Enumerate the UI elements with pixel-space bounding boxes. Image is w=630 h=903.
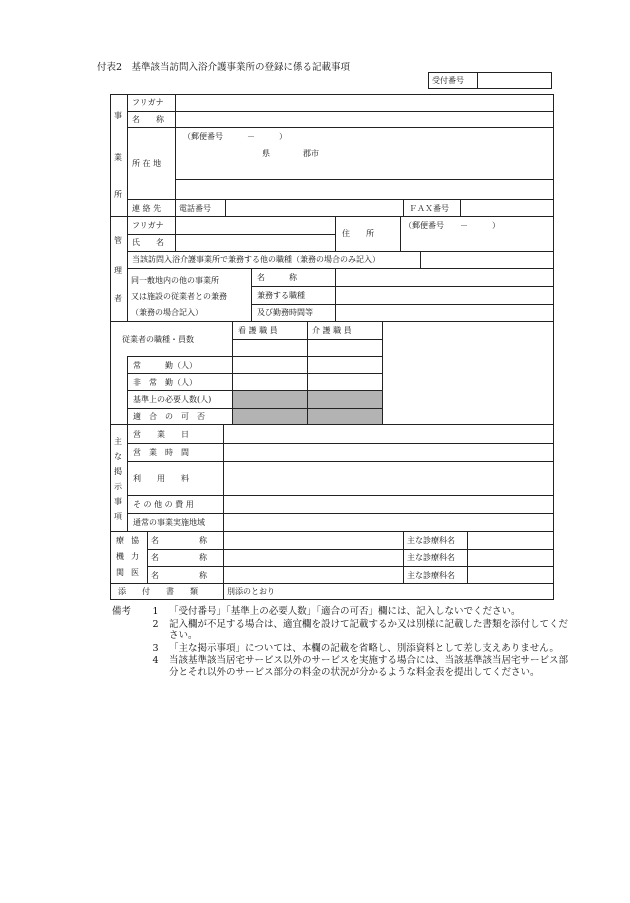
business-days-field[interactable] [225, 425, 553, 442]
cooperation-label-char: 機 [116, 552, 124, 561]
suitability-nurse-shaded [233, 409, 307, 425]
office-phone-field[interactable] [227, 200, 402, 216]
manager-other-hours-label: 及び勤務時間等 [257, 308, 313, 317]
office-section-char: 所 [114, 190, 122, 199]
manager-address-field[interactable] [402, 233, 553, 250]
cooperation-name-field-1[interactable] [225, 532, 402, 548]
postings-section-char: 示 [114, 482, 122, 491]
manager-section-char: 理 [114, 266, 122, 275]
other-costs-label: そ の 他 の 費 用 [133, 500, 194, 509]
manager-other-position-field[interactable] [337, 287, 553, 321]
service-area-label: 通常の事業実施地域 [133, 518, 205, 527]
reception-number-field[interactable] [479, 73, 551, 88]
form-title: 付表2 基準該当訪問入浴介護事業所の登録に係る記載事項 [97, 62, 351, 73]
other-costs-field[interactable] [225, 496, 553, 512]
cooperation-name-label: 名 称 [151, 553, 207, 562]
manager-name-label: 氏 名 [132, 238, 164, 247]
usage-fee-field[interactable] [225, 462, 553, 494]
staff-col-caregiver: 介 護 職 員 [312, 326, 352, 335]
service-area-field[interactable] [225, 514, 553, 531]
cooperation-dept-field-1[interactable] [469, 532, 553, 548]
office-fax-field[interactable] [462, 200, 553, 216]
manager-postal-label: （郵便番号 － ） [404, 221, 500, 230]
manager-other-name-field[interactable] [337, 269, 553, 285]
postings-section-char: 項 [114, 512, 122, 521]
manager-address-label: 住 所 [342, 229, 374, 238]
reception-number-label: 受付番号 [432, 76, 464, 85]
office-furigana-field[interactable] [177, 95, 553, 110]
staff-row-parttime: 非 常 勤（人） [133, 378, 197, 387]
manager-section-char: 管 [114, 236, 122, 245]
postings-section-char: 掲 [114, 467, 122, 476]
business-hours-label: 営 業 時 間 [133, 448, 189, 457]
manager-other-office-line: 同一敷地内の他の事業所 [131, 276, 219, 285]
office-furigana-label: フリガナ [132, 98, 164, 107]
cooperation-label-char: 力 [131, 552, 139, 561]
cooperation-name-label: 名 称 [151, 571, 207, 580]
office-prefecture-label: 県 [262, 149, 270, 158]
staff-row-suitability: 適 合 の 可 否 [133, 412, 205, 421]
suitability-caregiver-shaded [308, 409, 382, 425]
business-hours-field[interactable] [225, 444, 553, 460]
office-section-char: 事 [114, 111, 122, 120]
attachment-value: 別添のとおり [227, 587, 275, 596]
fulltime-nurse-field[interactable] [233, 357, 306, 372]
cooperation-dept-label: 主な診療科名 [407, 571, 455, 580]
manager-other-position-label: 兼務する職種 [257, 291, 305, 300]
cooperation-label-char: 療 [116, 536, 124, 545]
manager-other-office-line: （兼務の場合記入） [131, 308, 203, 317]
office-section-char: 業 [114, 153, 122, 162]
note-item: 備考 1 「受付番号」「基準上の必要人数」「適合の可否」欄には、記入しないでください。 [112, 606, 521, 617]
cooperation-label-char: 医 [131, 568, 139, 577]
parttime-caregiver-field[interactable] [308, 374, 381, 389]
manager-other-office-line: 又は施設の従業者との兼務 [131, 292, 227, 301]
cooperation-label-char: 関 [116, 568, 124, 577]
cooperation-label-char: 協 [131, 536, 139, 545]
note-item: 3 「主な掲示事項」については、本欄の記載を省略し、別添資料として差し支えありません。 [152, 642, 559, 654]
cooperation-dept-label: 主な診療科名 [407, 553, 455, 562]
cooperation-name-label: 名 称 [151, 536, 207, 545]
attachment-label: 添 付 書 類 [118, 587, 198, 596]
manager-section-char: 者 [114, 294, 122, 303]
business-days-label: 営 業 日 [133, 430, 189, 439]
required-count-nurse-shaded [233, 391, 307, 408]
manager-furigana-field[interactable] [177, 217, 334, 233]
manager-concurrent-label: 当該訪問入浴介護事業所で兼務する他の職種（兼務の場合のみ記入） [132, 255, 380, 264]
manager-name-field[interactable] [177, 235, 334, 250]
note-item: 4 当該基準該当居宅サービス以外のサービスを実施する場合には、当該基準該当居宅サービス部分とそれ以外のサービス部分の料金の状況が分かるような料金表を提出してください。 [152, 655, 569, 678]
notes-label: 備考 [112, 606, 132, 617]
cooperation-dept-field-2[interactable] [469, 550, 553, 565]
staff-row-fulltime: 常 勤（人） [133, 361, 197, 370]
office-fax-label: ＦＡＸ番号 [409, 204, 449, 213]
manager-furigana-label: フリガナ [132, 221, 164, 230]
parttime-nurse-field[interactable] [233, 374, 306, 389]
office-address-line2-field[interactable] [177, 181, 553, 198]
cooperation-name-field-3[interactable] [225, 567, 402, 583]
manager-other-name-label: 名 称 [257, 273, 297, 282]
office-contact-label: 連 絡 先 [132, 204, 162, 213]
office-phone-label: 電話番号 [179, 204, 211, 213]
note-item: 2 記入欄が不足する場合は、適宜欄を設けて記載するか又は別様に記載した書類を添付してください。 [152, 618, 569, 641]
office-postal-label: （郵便番号 － ） [183, 132, 287, 141]
staff-row-required: 基準上の必要人数(人) [133, 395, 212, 404]
usage-fee-label: 利 用 料 [133, 474, 189, 483]
postings-section-char: 事 [114, 497, 122, 506]
cooperation-dept-field-3[interactable] [469, 567, 553, 583]
postings-section-char: 主 [114, 437, 122, 446]
manager-concurrent-field[interactable] [422, 252, 553, 267]
postings-section-char: な [114, 452, 122, 461]
notes-section [112, 606, 568, 679]
office-address-field[interactable] [177, 160, 553, 178]
cooperation-name-field-2[interactable] [225, 550, 402, 565]
fulltime-caregiver-field[interactable] [308, 357, 381, 372]
office-city-label: 郡市 [303, 149, 319, 158]
office-address-label: 所 在 地 [132, 159, 162, 168]
required-count-caregiver-shaded [308, 391, 382, 408]
staff-col-nurse: 看 護 職 員 [238, 326, 278, 335]
office-name-label: 名 称 [132, 115, 164, 124]
staff-header-label: 従業者の職種・員数 [122, 335, 194, 344]
office-name-field[interactable] [177, 112, 553, 126]
cooperation-dept-label: 主な診療科名 [407, 536, 455, 545]
